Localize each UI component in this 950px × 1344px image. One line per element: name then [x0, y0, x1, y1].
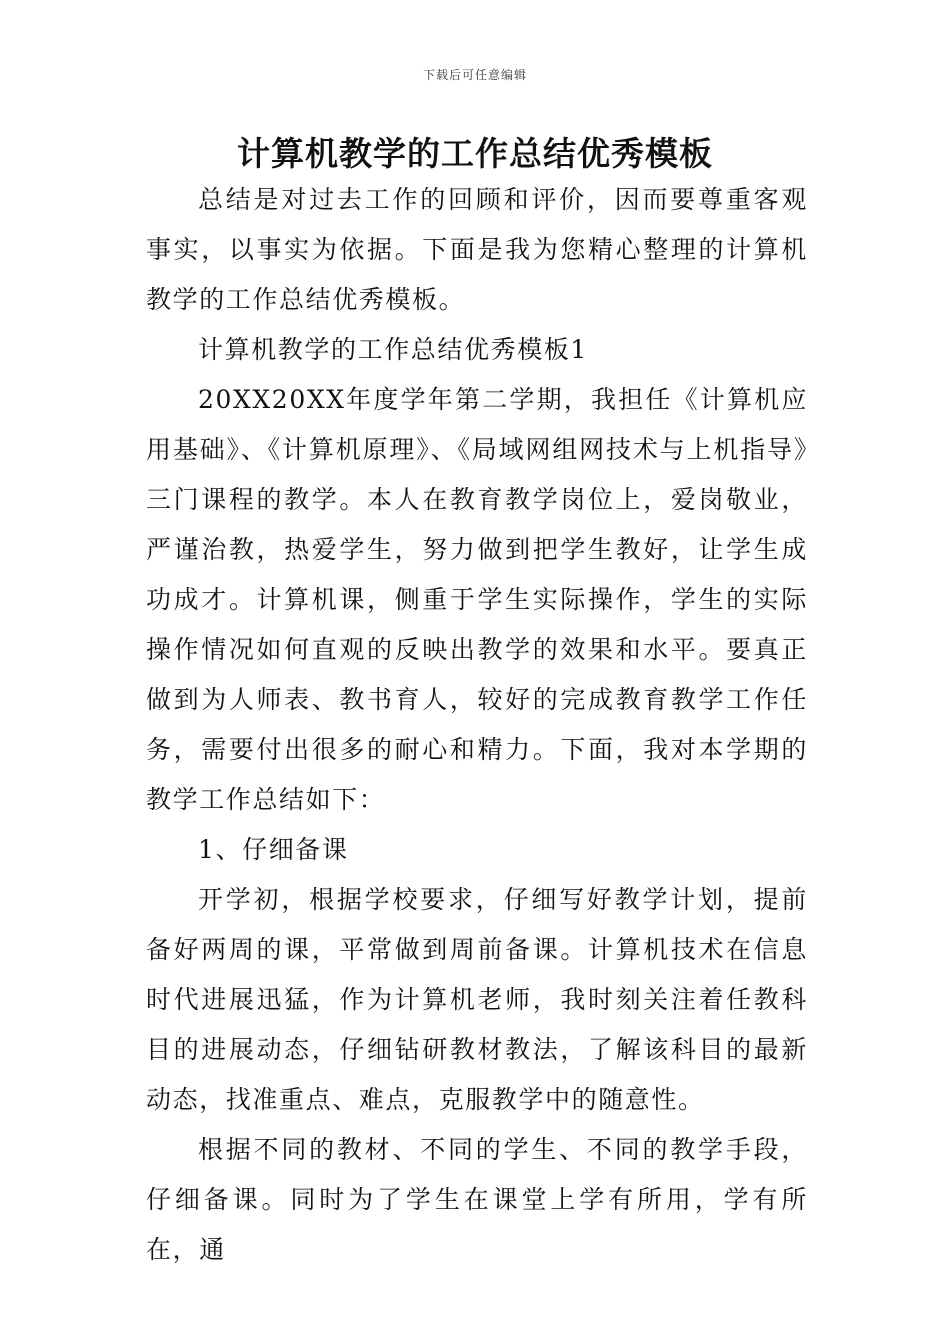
- document-body: [146, 175, 808, 1275]
- header-note: 下载后可任意编辑: [422, 68, 527, 82]
- paragraph-section-heading: 计算机教学的工作总结优秀模板1: [198, 335, 588, 364]
- paragraph-lesson-prep-continued: 根据不同的教材、不同的学生、不同的教学手段，仔细备课。同时为了学生在课堂上学有所用，学有所在，通: [146, 1135, 808, 1264]
- paragraph-overview: 20XX20XX年度学年第二学期，我担任《计算机应用基础》、《计算机原理》、《局域网组网技术与上机指导》三门课程的教学。本人在教育教学岗位上，爱岗敬业，严谨治教，热爱学生，努力做到把学生教好，让学生成功成才。计算机课，侧重于学生实际操作，学生的实际操作情况如何直观的反映出教学的效果和水平。要真正做到为人师表、教书育人，较好的完成教育教学工作任务，需要付出很多的耐心和精力。下面，我对本学期的教学工作总结如下：: [146, 385, 808, 814]
- document-title: 计算机教学的工作总结优秀模板: [237, 134, 713, 173]
- paragraph-subheading-1: 1、仔细备课: [198, 835, 349, 864]
- paragraph-lesson-prep: 开学初，根据学校要求，仔细写好教学计划，提前备好两周的课，平常做到周前备课。计算机技术在信息时代进展迅猛，作为计算机老师，我时刻关注着任教科目的进展动态，仔细钻研教材教法，了解该科目的最新动态，找准重点、难点，克服教学中的随意性。: [146, 885, 808, 1114]
- paragraph-intro: 总结是对过去工作的回顾和评价，因而要尊重客观事实，以事实为依据。下面是我为您精心整理的计算机教学的工作总结优秀模板。: [146, 185, 808, 314]
